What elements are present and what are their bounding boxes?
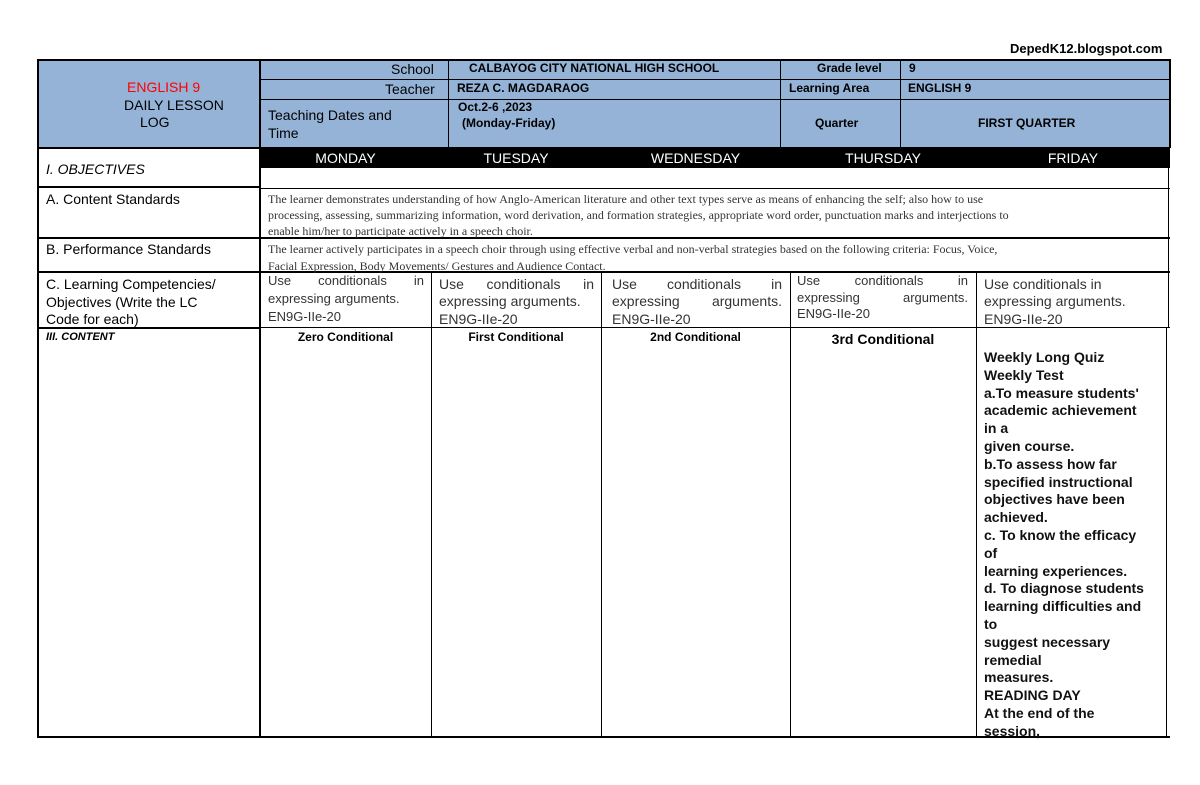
grade-value: 9 [909, 61, 916, 75]
quarter-value: FIRST QUARTER [978, 116, 1076, 130]
day-header-tuesday: TUESDAY [483, 150, 549, 166]
competency-thursday-line1: Use conditionals in [797, 273, 968, 288]
content-label: III. CONTENT [46, 331, 115, 343]
day-header-monday: MONDAY [315, 150, 376, 166]
performance-standards-label: B. Performance Standards [46, 241, 211, 257]
content-thursday: 3rd Conditional [831, 331, 935, 347]
competency-friday-code: EN9G-IIe-20 [984, 311, 1063, 327]
content-wednesday: 2nd Conditional [650, 330, 741, 344]
competencies-label-line3: Code for each) [46, 311, 139, 327]
area-label: Learning Area [789, 81, 870, 95]
competency-wednesday-code: EN9G-IIe-20 [612, 311, 691, 327]
competency-monday-code: EN9G-IIe-20 [268, 309, 341, 324]
content-friday-line: suggest necessary [984, 633, 1111, 650]
subject-title: ENGLISH 9 [127, 79, 201, 95]
competency-friday-line2: expressing arguments. [984, 293, 1126, 309]
content-friday [984, 349, 1164, 741]
competency-friday-line1: Use conditionals in [984, 276, 1102, 292]
competency-monday-line1: Use conditionals in [268, 273, 424, 288]
competency-tuesday-line1: Use conditionals in [439, 276, 594, 292]
content-standards-line3: enable him/her to participate actively in a speech choir. [268, 224, 533, 238]
content-friday-line: academic achievement [984, 402, 1137, 419]
content-friday-line: a.To measure students' [984, 384, 1139, 401]
competency-thursday-line2: expressing arguments. [797, 290, 968, 305]
area-value: ENGLISH 9 [908, 81, 972, 95]
quarter-label: Quarter [815, 116, 859, 130]
school-value: CALBAYOG CITY NATIONAL HIGH SCHOOL [469, 61, 720, 75]
content-friday-line: to [984, 615, 998, 632]
day-header-friday: FRIDAY [1047, 150, 1099, 166]
dates-value-line2: (Monday-Friday) [462, 116, 556, 130]
content-friday-line: measures. [984, 669, 1054, 686]
teacher-value: REZA C. MAGDARAOG [457, 81, 590, 95]
content-friday-line: session, [984, 722, 1041, 739]
content-friday-line: given course. [984, 437, 1075, 454]
content-friday-line: of [984, 544, 998, 561]
content-standards-line1: The learner demonstrates understanding of how Anglo-American literature and other text types serve as means of enhancing the self; also how to use [268, 192, 984, 206]
dates-label-line2: Time [268, 125, 299, 141]
competency-monday-line2: expressing arguments. [268, 291, 400, 306]
content-friday-line: READING DAY [984, 687, 1081, 704]
competencies-label-line1: C. Learning Competencies/ [46, 276, 216, 292]
competency-wednesday-line1: Use conditionals in [612, 276, 782, 292]
content-friday-line: learning experiences. [984, 562, 1128, 579]
content-friday-line: Weekly Long Quiz [984, 349, 1105, 365]
teacher-label: Teacher [385, 81, 435, 97]
doc-title-line1: DAILY LESSON [124, 97, 224, 113]
doc-title-line2: LOG [140, 114, 170, 130]
competency-tuesday-line2: expressing arguments. [439, 293, 581, 309]
content-friday-line: Weekly Test [984, 366, 1064, 383]
dates-label-line1: Teaching Dates and [268, 107, 392, 123]
content-friday-line: achieved. [984, 509, 1048, 526]
content-friday-line: At the end of the [984, 704, 1095, 721]
content-standards-line2: processing, assessing, summarizing information, word derivation, and formation strategies, appropriate word order, punctuation marks and interjections to [268, 208, 1009, 222]
watermark-text: DepedK12.blogspot.com [1010, 41, 1163, 56]
content-friday-line: objectives have been [984, 491, 1125, 508]
performance-standards-line2: Facial Expression, Body Movements/ Gestures and Audience Contact. [268, 259, 606, 273]
content-tuesday: First Conditional [468, 330, 564, 344]
content-friday-line: remedial [984, 651, 1042, 668]
content-friday-line: in a [984, 420, 1009, 437]
school-label: School [391, 61, 434, 77]
content-friday-line: c. To know the efficacy [984, 526, 1137, 543]
content-friday-line: learning difficulties and [984, 598, 1142, 615]
day-header-wednesday: WEDNESDAY [650, 150, 741, 166]
content-friday-line: specified instructional [984, 473, 1133, 490]
competency-thursday-code: EN9G-IIe-20 [797, 306, 870, 321]
day-header-thursday: THURSDAY [845, 150, 921, 166]
content-monday: Zero Conditional [297, 330, 394, 344]
competency-tuesday-code: EN9G-IIe-20 [439, 311, 518, 327]
content-standards-label: A. Content Standards [46, 191, 180, 207]
dates-value-line1: Oct.2-6 ,2023 [458, 100, 533, 114]
grade-label: Grade level [817, 61, 882, 75]
competencies-label-line2: Objectives (Write the LC [46, 294, 198, 310]
performance-standards-line1: The learner actively participates in a speech choir through using effective verbal and non-verbal strategies based on the following criteria: Focus, Voice, [268, 242, 998, 256]
competency-wednesday-line2: expressing arguments. [612, 293, 782, 309]
content-friday-line: d. To diagnose students [984, 580, 1144, 597]
objectives-heading: I. OBJECTIVES [46, 161, 145, 177]
content-friday-line: b.To assess how far [984, 455, 1117, 472]
